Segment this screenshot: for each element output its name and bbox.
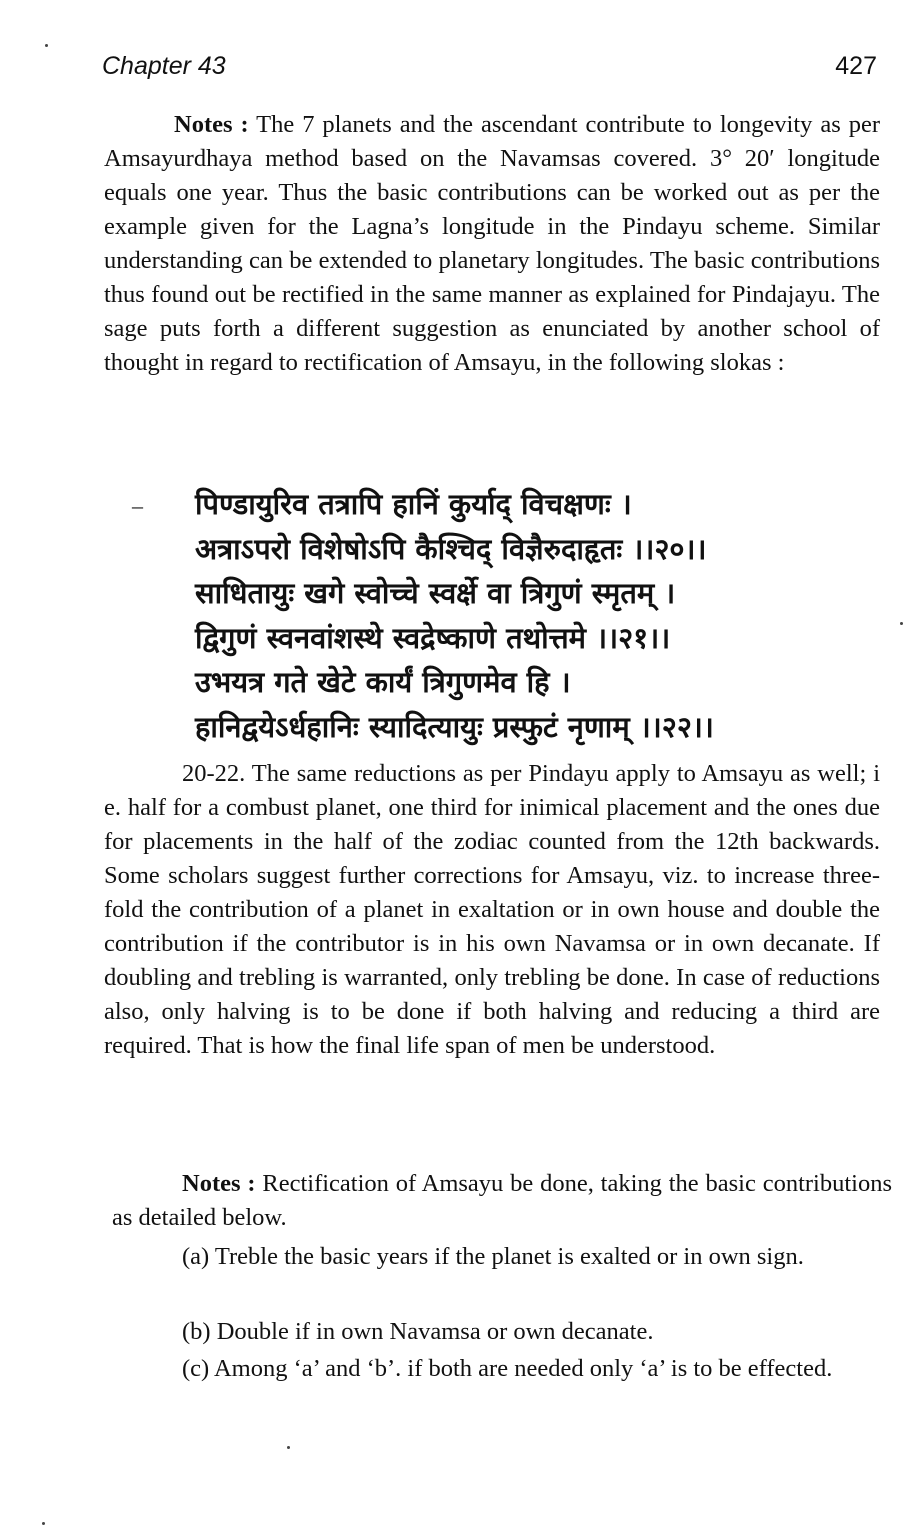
chapter-title: Chapter 43 — [102, 52, 226, 80]
list-item: (c) Among ‘a’ and ‘b’. if both are needed only ‘a’ is to be effected. — [182, 1355, 833, 1382]
speck — [45, 44, 48, 47]
list-item: (a) Treble the basic years if the planet is exalted or in own sign. — [182, 1243, 804, 1270]
verse-line: अत्राऽपरो विशेषोऽपि कैश्चिद् विज्ञैरुदाहृतः ।।२०।। — [195, 531, 707, 566]
notes-label: Notes : — [182, 1170, 256, 1197]
item-a — [112, 1240, 892, 1274]
item-b — [112, 1315, 892, 1349]
page-header — [102, 52, 877, 92]
verse-line: पिण्डायुरिव तत्रापि हानिं कुर्याद् विचक्षणः । — [195, 487, 632, 521]
notes-text: The 7 planets and the ascendant contribute to longevity as per Amsayurdhaya method based on the Navamsas covered. 3° 20′ longitude equals one year. Thus the basic contributions can be worked out as per the example given for the Lagna’s longitude in the Pindayu scheme. Similar understanding can be extended to planetary longitudes. The basic contributions thus found out be rectified in the same manner as explained for Pindajayu. The sage puts forth a different suggestion as enunciated by another school of thought in regard to rectification of Amsayu, in the following slokas : — [104, 111, 881, 376]
verse-dash: – — [132, 493, 143, 518]
sanskrit-verses — [195, 482, 835, 749]
speck — [287, 1446, 290, 1449]
verse-line: हानिद्वयेऽर्धहानिः स्यादित्यायुः प्रस्फुटं नृणाम् ।।२२।। — [195, 709, 714, 744]
speck — [42, 1522, 45, 1525]
notes-paragraph-2 — [112, 1167, 892, 1235]
notes-text: Rectification of Amsayu be done, taking the basic contributions as detailed below. — [112, 1170, 892, 1231]
item-c — [112, 1352, 892, 1386]
translation-text: 20-22. The same reductions as per Pindayu apply to Amsayu as well; i e. half for a combust planet, one third for inimical placement and the ones due for placements in the half of the zodiac counted from the 12th backwards. Some scholars suggest further corrections for Amsayu, viz. to increase three-fold the contribution of a planet in exaltation or in own house and double the contribution if the contributor is in his own Navamsa or in own decanate. If doubling and trebling is warranted, only trebling be done. In case of reductions also, only halving is to be done if both halving and reducing a third are required. That is how the final life span of men be understood. — [104, 760, 880, 1059]
list-item: (b) Double if in own Navamsa or own decanate. — [182, 1318, 654, 1345]
verse-line: द्विगुणं स्वनवांशस्थे स्वद्रेष्काणे तथोत्तमे ।।२१।। — [195, 620, 671, 655]
speck — [900, 622, 903, 625]
page-number: 427 — [835, 52, 877, 80]
translation-paragraph — [104, 757, 880, 1063]
notes-paragraph-1 — [104, 108, 880, 380]
verse-line: साधितायुः खगे स्वोच्चे स्वर्क्षे वा त्रिगुणं स्मृतम् । — [195, 576, 676, 610]
verse-line: उभयत्र गते खेटे कार्यं त्रिगुणमेव हि । — [195, 665, 571, 699]
notes-label: Notes : — [174, 111, 249, 138]
